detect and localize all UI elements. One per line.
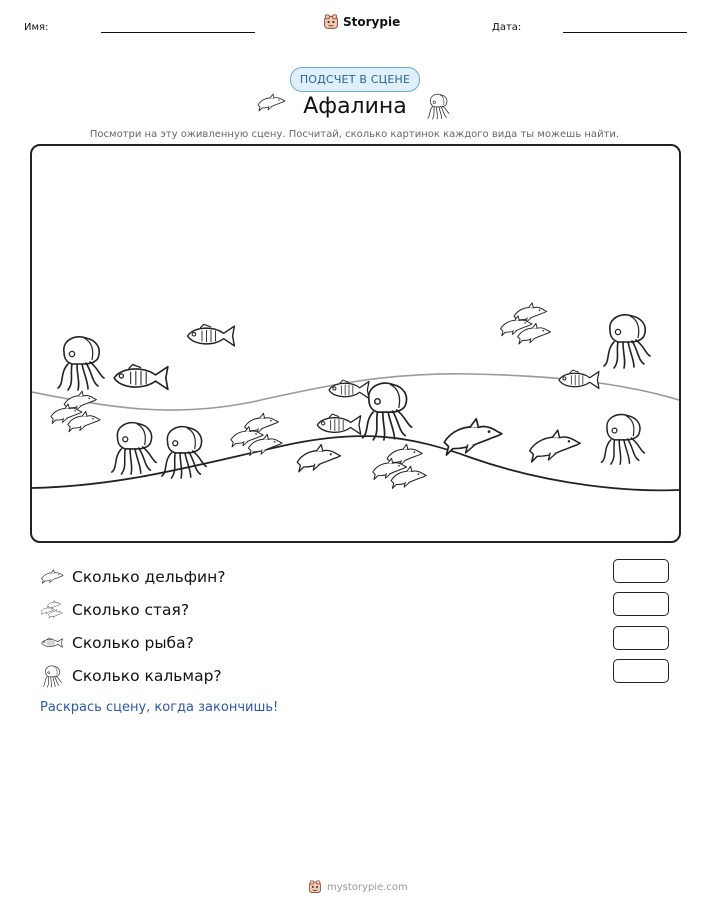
dolphin-icon	[40, 567, 64, 587]
brand-logo	[323, 14, 400, 30]
name-line[interactable]	[101, 32, 255, 33]
page-title: Афалина	[303, 94, 407, 119]
date-label: Дата:	[492, 22, 522, 33]
fish	[114, 365, 168, 390]
squid	[162, 427, 206, 478]
fish-icon	[40, 636, 64, 650]
question-text: Сколько дельфин?	[72, 567, 226, 586]
scene-canvas	[32, 146, 679, 541]
storypie-face-icon	[323, 14, 339, 30]
dolphin	[530, 430, 580, 462]
answer-box-fish[interactable]	[613, 626, 669, 650]
squid	[112, 423, 156, 474]
squid	[604, 315, 650, 368]
question-row-pod	[40, 593, 672, 626]
squid-group	[58, 315, 650, 478]
dolphin-pod-icon	[40, 599, 64, 621]
date-line[interactable]	[563, 32, 687, 33]
answer-box-squid[interactable]	[613, 659, 669, 683]
storypie-face-icon	[308, 880, 322, 894]
name-label: Имя:	[24, 22, 49, 33]
footer	[308, 880, 408, 894]
question-text: Сколько кальмар?	[72, 666, 222, 685]
dolphin	[297, 445, 340, 472]
dolphin-pod	[373, 444, 426, 488]
answer-box-dolphin[interactable]	[613, 559, 669, 583]
activity-badge: ПОДСЧЕТ В СЦЕНЕ	[290, 67, 420, 92]
fish	[317, 414, 360, 434]
question-list	[40, 560, 672, 692]
squid-icon	[40, 664, 64, 688]
question-row-dolphin	[40, 560, 672, 593]
fish	[188, 324, 235, 346]
squid	[601, 414, 644, 464]
ocean-scene	[30, 144, 681, 543]
color-instruction: Раскрась сцену, когда закончишь!	[40, 700, 279, 715]
dolphin	[444, 419, 502, 455]
dolphin-pod	[501, 303, 551, 344]
question-text: Сколько рыба?	[72, 633, 194, 652]
title-dolphin-icon	[256, 92, 286, 114]
question-text: Сколько стая?	[72, 600, 190, 619]
question-row-squid	[40, 659, 672, 692]
brand-name: Storypie	[343, 15, 401, 29]
fish-group	[114, 324, 599, 434]
instruction-text: Посмотри на эту оживленную сцену. Посчитай, сколько картинок каждого вида ты можешь найти.	[89, 129, 620, 140]
dolphin-pod	[231, 413, 282, 455]
fish	[559, 370, 599, 388]
squid	[363, 383, 412, 440]
title-squid-icon	[424, 92, 452, 120]
question-row-fish	[40, 626, 672, 659]
footer-url[interactable]: mystorypie.com	[327, 881, 408, 893]
answer-box-pod[interactable]	[613, 592, 669, 616]
squid	[58, 337, 104, 390]
